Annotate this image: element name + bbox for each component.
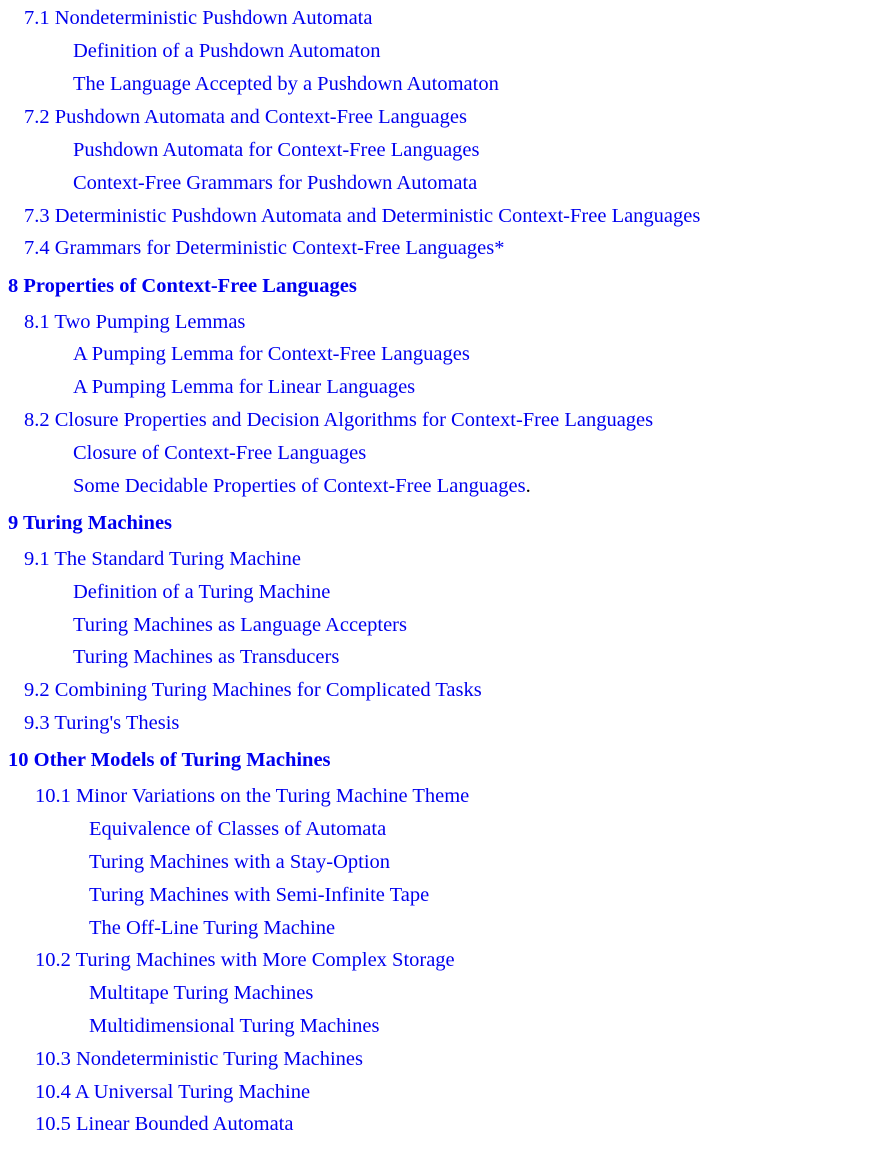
toc-chapter-link[interactable] [8, 748, 331, 772]
toc-chapter-link[interactable] [8, 511, 172, 535]
toc-subsection-link[interactable] [73, 138, 480, 162]
toc-entry-text: 9.1 The Standard Turing Machine [24, 548, 301, 570]
toc-section-link[interactable] [35, 1047, 363, 1071]
toc-section-link[interactable] [24, 236, 504, 260]
toc-entry-text: Some Decidable Properties of Context-Free Languages [73, 475, 526, 497]
toc-subsection-link[interactable] [73, 72, 499, 96]
toc-entry-text: 10.5 Linear Bounded Automata [35, 1113, 294, 1135]
toc-section-link[interactable] [35, 784, 469, 808]
toc-subsection-link[interactable] [89, 850, 390, 874]
toc-entry-text: 10 Other Models of Turing Machines [8, 749, 331, 771]
toc-entry-text: A Pumping Lemma for Context-Free Languages [73, 343, 470, 365]
toc-entry-text: Turing Machines with Semi-Infinite Tape [89, 884, 430, 906]
toc-entry-text: 10.4 A Universal Turing Machine [35, 1081, 311, 1103]
toc-entry-text: Turing Machines with a Stay-Option [89, 851, 391, 873]
toc-entry-text: 10.1 Minor Variations on the Turing Machine Theme [35, 785, 470, 807]
toc-entry-text: A Pumping Lemma for Linear Languages [73, 376, 416, 398]
toc-entry-text: Multidimensional Turing Machines [89, 1015, 380, 1037]
toc-entry-text: Definition of a Turing Machine [73, 581, 331, 603]
toc-section-link[interactable] [24, 678, 482, 702]
toc-section-link[interactable] [24, 204, 700, 228]
toc-entry-trailing-period: . [525, 475, 531, 497]
toc-entry-text: 8.2 Closure Properties and Decision Algorithms for Context-Free Languages [24, 409, 654, 431]
toc-subsection-link[interactable] [73, 613, 407, 637]
toc-section-link[interactable] [35, 948, 455, 972]
toc-subsection-link[interactable] [73, 171, 477, 195]
toc-section-link[interactable] [24, 408, 653, 432]
toc-entry-text: 7.4 Grammars for Deterministic Context-Free Languages* [24, 237, 505, 259]
toc-section-link[interactable] [24, 711, 179, 735]
toc-entry-text: The Off-Line Turing Machine [89, 917, 336, 939]
toc-entry-text: Context-Free Grammars for Pushdown Automata [73, 172, 478, 194]
toc-subsection-link[interactable] [89, 981, 313, 1005]
toc-section-link[interactable] [24, 105, 467, 129]
toc-entry-text: 10.3 Nondeterministic Turing Machines [35, 1048, 363, 1070]
toc-section-link[interactable] [24, 310, 245, 334]
toc-entry-text: Closure of Context-Free Languages [73, 442, 367, 464]
toc-entry-text: 9 Turing Machines [8, 512, 173, 534]
toc-subsection-link[interactable] [89, 916, 335, 940]
toc-subsection-link[interactable] [89, 1014, 379, 1038]
toc-entry-text: 8 Properties of Context-Free Languages [8, 275, 357, 297]
toc-entry-text: Definition of a Pushdown Automaton [73, 40, 381, 62]
toc-subsection-link[interactable] [73, 474, 531, 498]
toc-section-link[interactable] [35, 1112, 293, 1136]
toc-section-link[interactable] [24, 6, 372, 30]
toc-entry-text: Multitape Turing Machines [89, 982, 314, 1004]
toc-entry-text: 7.1 Nondeterministic Pushdown Automata [24, 7, 373, 29]
toc-subsection-link[interactable] [73, 342, 470, 366]
toc-chapter-link[interactable] [8, 274, 357, 298]
toc-entry-text: Turing Machines as Language Accepters [73, 614, 407, 636]
toc-entry-text: 10.2 Turing Machines with More Complex Storage [35, 949, 455, 971]
toc-entry-text: 7.2 Pushdown Automata and Context-Free Languages [24, 106, 467, 128]
toc-entry-text: 8.1 Two Pumping Lemmas [24, 311, 246, 333]
toc-subsection-link[interactable] [73, 441, 366, 465]
toc-subsection-link[interactable] [73, 580, 330, 604]
toc-subsection-link[interactable] [89, 883, 429, 907]
toc-section-link[interactable] [35, 1080, 310, 1104]
toc-entry-text: 9.2 Combining Turing Machines for Complicated Tasks [24, 679, 482, 701]
toc-subsection-link[interactable] [73, 375, 415, 399]
toc-entry-text: Pushdown Automata for Context-Free Languages [73, 139, 480, 161]
toc-entry-text: 7.3 Deterministic Pushdown Automata and Deterministic Context-Free Languages [24, 205, 701, 227]
toc-entry-text: 9.3 Turing's Thesis [24, 712, 180, 734]
toc-subsection-link[interactable] [89, 817, 386, 841]
toc-entry-text: Turing Machines as Transducers [73, 646, 340, 668]
toc-section-link[interactable] [24, 547, 301, 571]
toc-entry-text: Equivalence of Classes of Automata [89, 818, 387, 840]
toc-subsection-link[interactable] [73, 645, 339, 669]
toc-entry-text: The Language Accepted by a Pushdown Automaton [73, 73, 499, 95]
toc-subsection-link[interactable] [73, 39, 380, 63]
